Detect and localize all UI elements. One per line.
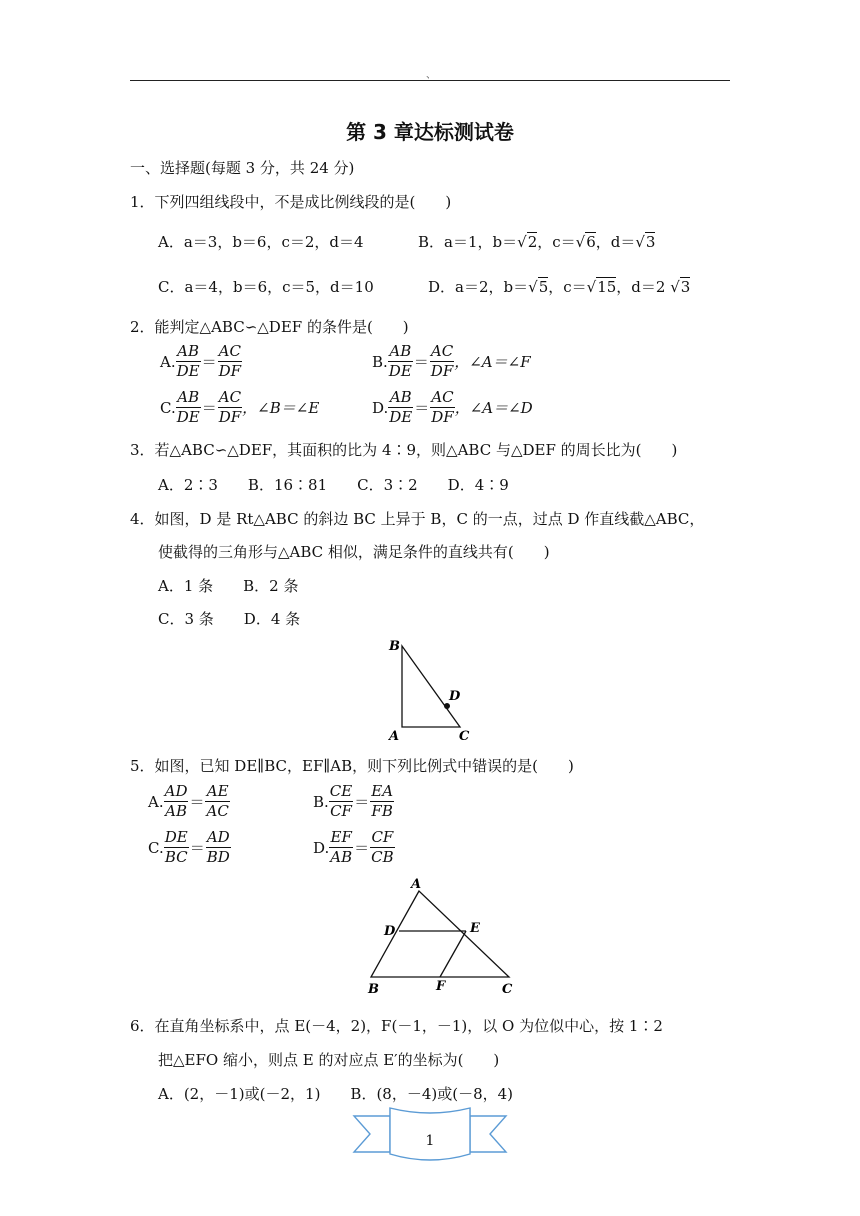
- q1-option-d: D．a＝2，b＝√5，c＝√15，d＝2 √3: [428, 278, 691, 296]
- q5-label-e: E: [470, 921, 480, 936]
- q2-option-a: A. $\frac{AB}{DE}$ ＝ $\frac{AC}{DF}$: [160, 342, 242, 380]
- q4-label-d: D: [449, 689, 461, 704]
- q4-stem-line2: 使截得的三角形与△ABC 相似，满足条件的直线共有( ): [158, 543, 550, 561]
- q5-option-d: D. $\frac{EF}{AB}$ ＝ $\frac{CF}{CB}$: [313, 828, 394, 866]
- q5-label-b: B: [368, 982, 379, 997]
- page-title: 第 3 章达标测试卷: [346, 120, 514, 144]
- q1-option-c: C．a＝4，b＝6，c＝5，d＝10: [158, 278, 374, 296]
- q2-option-b: B. $\frac{AB}{DE}$ ＝ $\frac{AC}{DF}$ ，∠A＝∠F: [372, 342, 531, 380]
- q6-stem-line1: 6．在直角坐标系中，点 E(－4，2)，F(－1，－1)，以 O 为位似中心，按 1∶2: [130, 1017, 663, 1035]
- q1-stem: 1．下列四组线段中，不是成比例线段的是( ): [130, 193, 452, 211]
- section-heading: 一、选择题(每题 3 分，共 24 分): [130, 159, 355, 177]
- q5-stem: 5．如图，已知 DE∥BC，EF∥AB，则下列比例式中错误的是( ): [130, 757, 574, 775]
- q1-option-b: B．a＝1，b＝√2，c＝√6，d＝√3: [418, 233, 656, 251]
- q5-option-b: B. $\frac{CE}{CF}$ ＝ $\frac{EA}{FB}$: [313, 782, 394, 820]
- q4-label-a: A: [389, 729, 400, 744]
- q4-options-row2: C．3 条 D．4 条: [158, 610, 301, 628]
- q2-option-c: C. $\frac{AB}{DE}$ ＝ $\frac{AC}{DF}$ ，∠B＝∠E: [160, 388, 320, 426]
- header-mark: 、: [426, 70, 436, 81]
- q2-option-d: D. $\frac{AB}{DE}$ ＝ $\frac{AC}{DF}$ ，∠A＝∠D: [372, 388, 533, 426]
- q4-options-row1: A．1 条 B．2 条: [158, 577, 299, 595]
- q1-option-a: A．a＝3，b＝6，c＝2，d＝4: [158, 233, 364, 251]
- page-number: 1: [425, 1133, 435, 1149]
- q6-stem-line2: 把△EFO 缩小，则点 E 的对应点 E′的坐标为( ): [158, 1051, 500, 1069]
- q5-label-a: A: [411, 877, 422, 892]
- q5-option-a: A. $\frac{AD}{AB}$ ＝ $\frac{AE}{AC}$: [148, 782, 229, 820]
- q2-stem: 2．能判定△ABC∽△DEF 的条件是( ): [130, 318, 409, 336]
- q5-label-d: D: [384, 924, 396, 939]
- q4-label-c: C: [459, 729, 470, 744]
- q3-options: A．2∶3 B．16∶81 C．3∶2 D．4∶9: [158, 476, 509, 494]
- q5-label-c: C: [502, 982, 513, 997]
- q4-label-b: B: [389, 639, 400, 654]
- q5-label-f: F: [436, 979, 446, 994]
- q3-stem: 3．若△ABC∽△DEF，其面积的比为 4∶9，则△ABC 与△DEF 的周长比为( ): [130, 441, 678, 459]
- q5-option-c: C. $\frac{DE}{BC}$ ＝ $\frac{AD}{BD}$: [148, 828, 230, 866]
- q4-figure: [380, 632, 480, 744]
- q6-options: A．(2，－1)或(－2，1) B．(8，－4)或(－8，4): [158, 1085, 514, 1103]
- q5-figure: [360, 876, 520, 1000]
- q4-stem-line1: 4．如图，D 是 Rt△ABC 的斜边 BC 上异于 B，C 的一点，过点 D 作直线截△ABC，: [130, 510, 705, 528]
